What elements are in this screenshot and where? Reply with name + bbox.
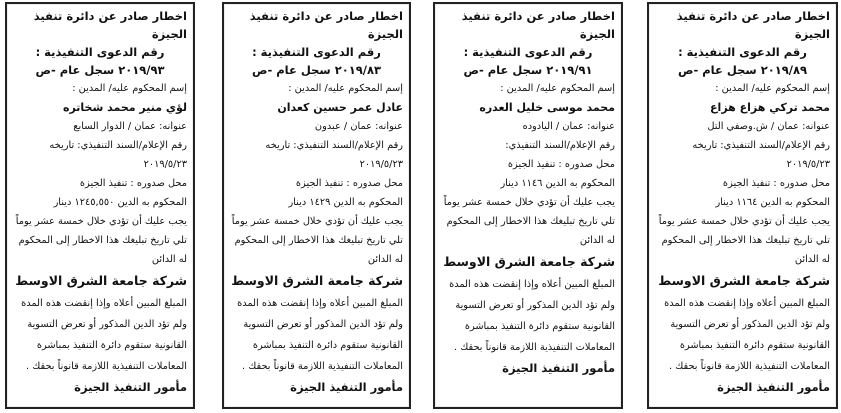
issued-by: محل صدوره : تنفيذ الجيزة xyxy=(722,178,830,189)
reference-label: رقم الإعلام/السند التنفيذي: تاريخه xyxy=(265,140,403,151)
payment-deadline-line2: تلي تاريخ تبليغك هذا الاخطار إلى المحكوم xyxy=(234,235,403,246)
reference-date: ٢٠١٩/٥/٢٣ xyxy=(143,159,187,170)
reference-date: ٢٠١٩/٥/٢٣ xyxy=(359,159,403,170)
signature: مأمور التنفيذ الجيزة xyxy=(290,380,403,394)
debtor-name: لؤي منير محمد شخاتره xyxy=(62,101,187,114)
issued-by: محل صدوره : تنفيذ الجيزة xyxy=(295,178,403,189)
debtor-name: عادل عمر حسين كعدان xyxy=(277,101,403,114)
creditor-name: شركة جامعة الشرق الاوسط xyxy=(231,273,403,288)
creditor-name: شركة جامعة الشرق الاوسط xyxy=(443,254,615,269)
debtor-name: محمد موسى خليل العدره xyxy=(479,101,615,114)
body-line3: القانونية ستقوم دائرة التنفيذ بمباشرة xyxy=(36,340,187,351)
judged-amount: المحكوم به الدين ١٤٢٩ دينار xyxy=(288,197,403,208)
body-line1: المبلغ المبين أعلاه وإذا إنقضت هذه المدة xyxy=(664,298,830,309)
case-label: رقم الدعوى التنفيذية : xyxy=(678,45,807,59)
debtor-address: عنوانه: عمان / اليادوده xyxy=(522,121,615,132)
notice-header xyxy=(441,7,615,79)
judged-amount: المحكوم به الدين ١١٤٦ دينار xyxy=(500,178,615,189)
body-line2: ولم تؤد الدين المذكور أو تعرض التسوية xyxy=(243,319,403,330)
reference-label: رقم الإعلام/السند التنفيذي: xyxy=(505,140,615,151)
debtor-label: إسم المحكوم عليه/ المدين : xyxy=(288,83,403,94)
notice-header xyxy=(230,7,403,79)
case-number: ٢٠١٩/٨٣ سجل عام -ص xyxy=(251,63,382,77)
debtor-address: عنوانه: عمان / الدوار السابع xyxy=(73,121,187,132)
notice-title: اخطار صادر عن دائرة تنفيذ الجيزة xyxy=(33,9,187,41)
reference-date: ٢٠١٩/٥/٢٣ xyxy=(786,159,830,170)
creditor-name: شركة جامعة الشرق الاوسط xyxy=(658,273,830,288)
case-label: رقم الدعوى التنفيذية : xyxy=(35,45,165,59)
notice-title: اخطار صادر عن دائرة تنفيذ الجيزة xyxy=(676,9,830,41)
notice-case-91 xyxy=(433,2,623,409)
notice-title: اخطار صادر عن دائرة تنفيذ الجيزة xyxy=(249,9,403,41)
signature: مأمور التنفيذ الجيزة xyxy=(502,361,615,375)
body-line2: ولم تؤد الدين المذكور أو تعرض التسوية xyxy=(455,300,615,311)
signature: مأمور التنفيذ الجيزة xyxy=(74,380,187,394)
payment-deadline-line1: يجب عليك أن تؤدي خلال خمسة عشر يوماً xyxy=(443,197,615,208)
reference-label: رقم الإعلام/السند التنفيذي: تاريخه xyxy=(49,140,187,151)
body-line4: المعاملات التنفيذية اللازمة قانوناً بحقك . xyxy=(26,361,187,372)
notice-header xyxy=(13,7,187,79)
creditor-label: له الدائن xyxy=(151,254,187,265)
creditor-label: له الدائن xyxy=(367,254,403,265)
debtor-address: عنوانه: عمان / عبدون xyxy=(314,121,403,132)
creditor-name: شركة جامعة الشرق الاوسط xyxy=(15,273,187,288)
body-line4: المعاملات التنفيذية اللازمة قانوناً بحقك . xyxy=(242,361,403,372)
payment-deadline-line1: يجب عليك أن تؤدي خلال خمسة عشر يوماً xyxy=(231,216,403,227)
case-label: رقم الدعوى التنفيذية : xyxy=(463,45,593,59)
issued-by: محل صدوره : تنفيذ الجيزة xyxy=(79,178,187,189)
debtor-name: محمد تركي هزاع هزاع xyxy=(710,101,830,114)
debtor-label: إسم المحكوم عليه/ المدين : xyxy=(500,83,615,94)
body-line1: المبلغ المبين أعلاه وإذا إنقضت هذه المدة xyxy=(237,298,403,309)
creditor-label: له الدائن xyxy=(794,254,830,265)
body-line1: المبلغ المبين أعلاه وإذا إنقضت هذه المدة xyxy=(449,279,615,290)
payment-deadline-line2: تلي تاريخ تبليغك هذا الاخطار إلى المحكوم xyxy=(446,216,615,227)
body-line3: القانونية ستقوم دائرة التنفيذ بمباشرة xyxy=(252,340,403,351)
body-line4: المعاملات التنفيذية اللازمة قانوناً بحقك . xyxy=(669,361,830,372)
case-number: ٢٠١٩/٨٩ سجل عام -ص xyxy=(677,63,808,77)
payment-deadline-line2: تلي تاريخ تبليغك هذا الاخطار إلى المحكوم xyxy=(661,235,830,246)
body-line2: ولم تؤد الدين المذكور أو تعرض التسوية xyxy=(670,319,830,330)
debtor-label: إسم المحكوم عليه/ المدين : xyxy=(715,83,830,94)
body-line4: المعاملات التنفيذية اللازمة قانوناً بحقك . xyxy=(454,342,615,353)
notice-case-89 xyxy=(647,2,838,409)
signature: مأمور التنفيذ الجيزة xyxy=(717,380,830,394)
reference-label: رقم الإعلام/السند التنفيذي: تاريخه xyxy=(692,140,830,151)
debtor-label: إسم المحكوم عليه/ المدين : xyxy=(72,83,187,94)
judged-amount: المحكوم به الدين ١٢٤٥,٥٥٠ دينار xyxy=(53,197,187,208)
payment-deadline-line1: يجب عليك أن تؤدي خلال خمسة عشر يوماً xyxy=(15,216,187,227)
debtor-address: عنوانه: عمان / ش.وصفي التل xyxy=(707,121,830,132)
case-number: ٢٠١٩/٩٣ سجل عام -ص xyxy=(35,63,165,77)
payment-deadline-line1: يجب عليك أن تؤدي خلال خمسة عشر يوماً xyxy=(658,216,830,227)
body-line1: المبلغ المبين أعلاه وإذا إنقضت هذه المدة xyxy=(21,298,187,309)
notice-case-93 xyxy=(5,2,195,409)
body-line2: ولم تؤد الدين المذكور أو تعرض التسوية xyxy=(27,319,187,330)
notice-header xyxy=(655,7,830,79)
notice-case-83 xyxy=(222,2,411,409)
creditor-label: له الدائن xyxy=(579,235,615,246)
case-label: رقم الدعوى التنفيذية : xyxy=(252,45,381,59)
issued-by: محل صدوره : تنفيذ الجيزة xyxy=(507,159,615,170)
case-number: ٢٠١٩/٩١ سجل عام -ص xyxy=(463,63,593,77)
judged-amount: المحكوم به الدين ١١٦٤ دينار xyxy=(715,197,830,208)
body-line3: القانونية ستقوم دائرة التنفيذ بمباشرة xyxy=(464,321,615,332)
payment-deadline-line2: تلي تاريخ تبليغك هذا الاخطار إلى المحكوم xyxy=(18,235,187,246)
body-line3: القانونية ستقوم دائرة التنفيذ بمباشرة xyxy=(679,340,830,351)
notice-title: اخطار صادر عن دائرة تنفيذ الجيزة xyxy=(461,9,615,41)
